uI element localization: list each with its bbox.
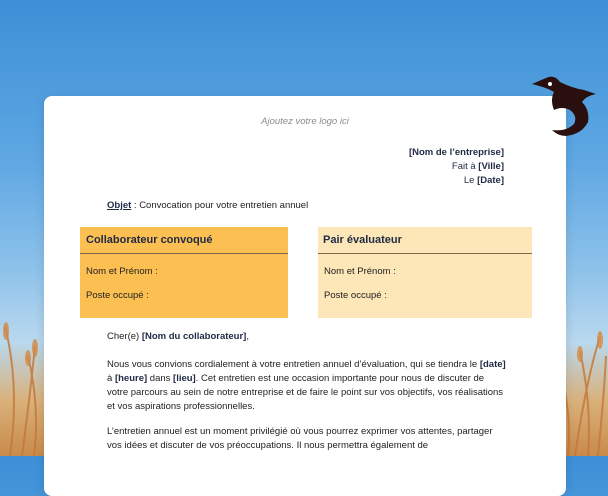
greeting-suffix: , — [246, 331, 249, 342]
peer-position-field: Poste occupé : — [324, 290, 387, 301]
collaborator-name-placeholder: [Nom du collaborateur] — [141, 331, 247, 342]
paragraph-text: . Cet entretien est une occasion importante pour nous de discuter de votre parcours au sein de notre entreprise et de faire le point sur vos objectifs, vos réalisations et vos aspirations professionnelles. — [107, 373, 504, 412]
hour-field: [heure] — [114, 373, 148, 384]
date-line — [409, 174, 504, 188]
greeting — [107, 330, 507, 344]
date-prefix: Le — [463, 175, 478, 186]
made-in-line — [409, 160, 504, 174]
paragraph-expectations: L’entretien annuel est un moment privilégié où vous pourrez exprimer vos attentes, partager vos idées et discuter de vos préoccupations. Il nous permettra également de — [107, 426, 493, 451]
peer-evaluator-box — [318, 227, 532, 318]
subject-label: Objet — [107, 200, 132, 211]
peer-name-field: Nom et Prénom : — [324, 266, 396, 277]
date-field: [date] — [479, 359, 506, 370]
collaborator-box — [80, 227, 288, 318]
paragraph-text: Nous vous convions cordialement à votre entretien annuel d’évaluation, qui se tiendra le — [107, 359, 480, 370]
bird-logo-icon — [528, 70, 598, 138]
greeting-prefix: Cher(e) — [107, 331, 142, 342]
logo-placeholder: Ajoutez votre logo ici — [261, 116, 349, 127]
paragraph-text: dans — [147, 373, 174, 384]
date-placeholder: [Date] — [477, 175, 504, 186]
company-name: [Nom de l’entreprise] — [408, 147, 504, 158]
collaborator-position-field: Poste occupé : — [86, 290, 149, 301]
collaborator-name-field: Nom et Prénom : — [86, 266, 158, 277]
subject-line — [107, 200, 308, 211]
city-placeholder: [Ville] — [478, 161, 504, 172]
document-page — [44, 96, 566, 496]
collaborator-box-title: Collaborateur convoqué — [80, 227, 288, 254]
peer-evaluator-box-title: Pair évaluateur — [318, 227, 532, 254]
subject-text: : Convocation pour votre entretien annuel — [131, 200, 309, 211]
paragraph-invitation — [107, 358, 507, 414]
made-in-prefix: Fait à — [451, 161, 479, 172]
place-field: [lieu] — [173, 373, 196, 384]
paragraph-text: à — [107, 373, 115, 384]
header-block — [409, 146, 504, 188]
